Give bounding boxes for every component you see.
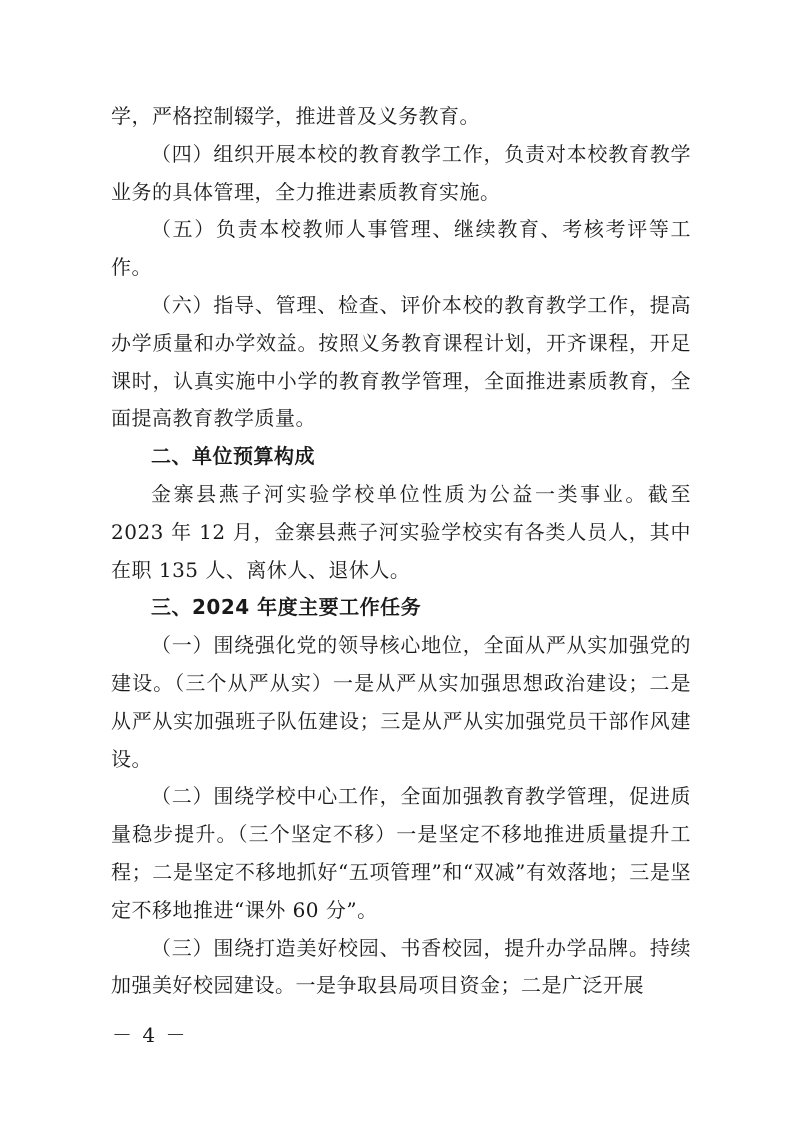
page-content — [111, 98, 691, 1005]
body-paragraph: （四）组织开展本校的教育教学工作，负责对本校教育教学业务的具体管理，全力推进素质教育实施。 — [111, 141, 691, 204]
body-paragraph: 学，严格控制辍学，推进普及义务教育。 — [111, 104, 480, 128]
body-paragraph: 金寨县燕子河实验学校单位性质为公益一类事业。截至2023 年 12 月，金寨县燕子河实验学校实有各类人员人，其中在职 135 人、离休人、退休人。 — [111, 481, 691, 582]
section-heading: 三、2024 年度主要工作任务 — [151, 595, 422, 620]
body-paragraph: （五）负责本校教师人事管理、继续教育、考核考评等工作。 — [111, 217, 691, 280]
body-paragraph: （一）围绕强化党的领导核心地位，全面从严从实加强党的建设。（三个从严从实）一是从严从实加强思想政治建设；二是从严从实加强班子队伍建设；三是从严从实加强党员干部作风建设。 — [111, 633, 691, 771]
section-heading: 二、单位预算构成 — [151, 444, 315, 469]
body-paragraph: （六）指导、管理、检查、评价本校的教育教学工作，提高办学质量和办学效益。按照义务教育课程计划，开齐课程，开足课时，认真实施中小学的教育教学管理，全面推进素质教育，全面提高教育教学质量。 — [111, 292, 691, 431]
page-number: － 4 － — [112, 1023, 188, 1047]
body-paragraph: （二）围绕学校中心工作，全面加强教育教学管理，促进质量稳步提升。（三个坚定不移）一是坚定不移地推进质量提升工程；二是坚定不移地抓好“五项管理”和“双减”有效落地；三是坚定不移地推进“课外 60 分”。 — [111, 784, 691, 922]
body-paragraph: （三）围绕打造美好校园、书香校园，提升办学品牌。持续加强美好校园建设。一是争取县局项目资金；二是广泛开展 — [111, 935, 691, 998]
